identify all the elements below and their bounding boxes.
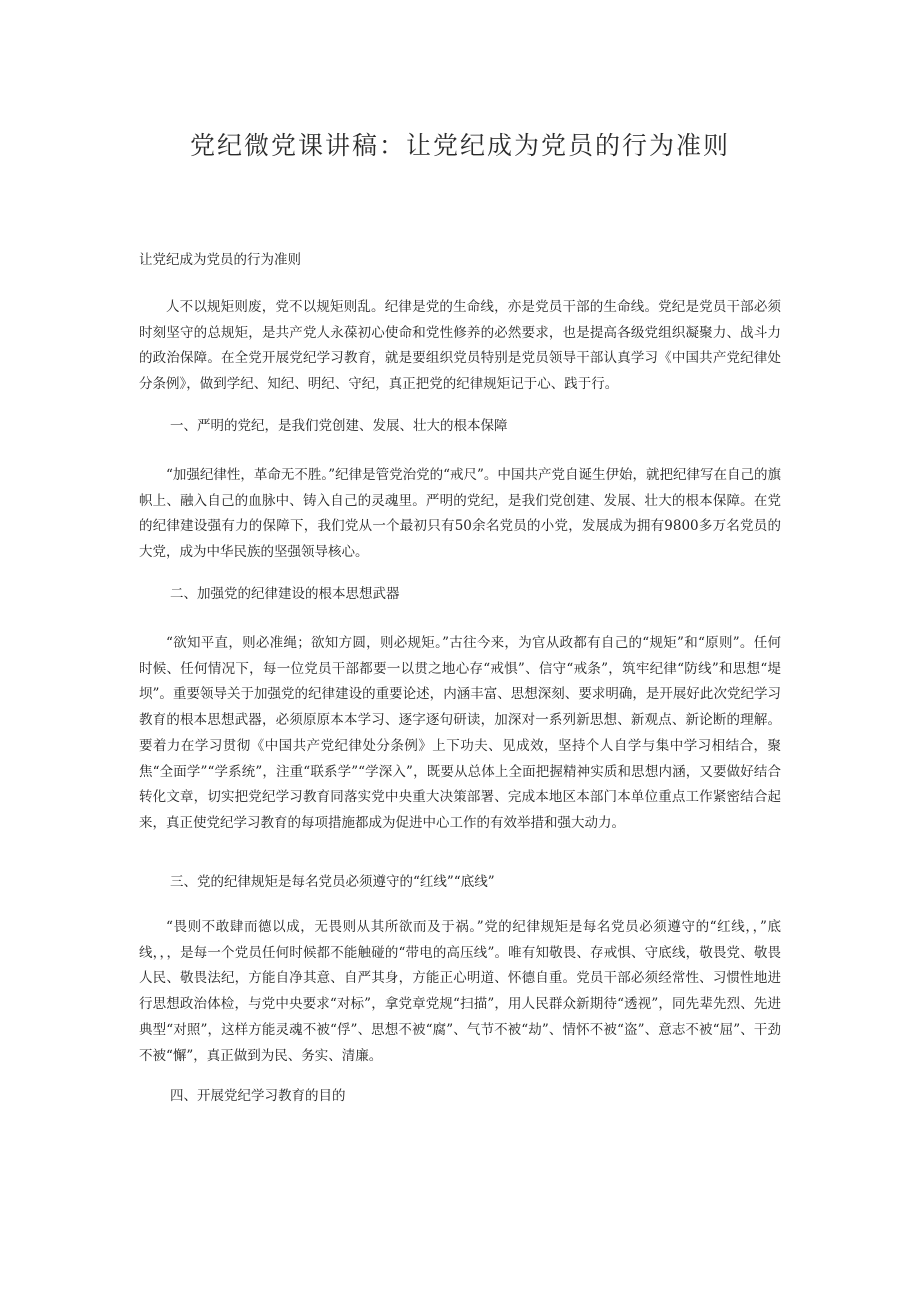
section-1-heading: 一、严明的党纪，是我们党创建、发展、壮大的根本保障 — [170, 418, 508, 434]
section-2-body: “欲知平直，则必准绳；欲知方圆，则必规矩。”古往今来，为官从政都有自己的“规矩”和“原则”。任何时候、任何情况下，每一位党员干部都要一以贯之地心存“戒惧”、信守“戒条”，筑牢纪律“防线”和思想“堤坝”。重要领导关于加强党的纪律建设的重要论述，内涵丰富、思想深刻、要求明确，是开展好此次党纪学习教育的根本思想武器，必须原原本本学习、逐字逐句研读，加深对一系列新思想、新观点、新论断的理解。要着力在学习贯彻《中国共产党纪律处分条例》上下功夫、见成效，坚持个人自学与集中学习相结合，聚焦“全面学”“学系统”，注重“联系学”“学深入”，既要从总体上全面把握精神实质和思想内涵，又要做好结合转化文章，切实把党纪学习教育同落实党中央重大决策部署、完成本地区本部门本单位重点工作紧密结合起来，真正使党纪学习教育的每项措施都成为促进中心工作的有效举措和强大动力。 — [139, 635, 781, 831]
section-2-heading: 二、加强党的纪律建设的根本思想武器 — [170, 586, 400, 602]
section-3-heading: 三、党的纪律规矩是每名党员必须遵守的“红线”“底线” — [170, 874, 495, 890]
intro-paragraph: 人不以规矩则废，党不以规矩则乱。纪律是党的生命线，亦是党员干部的生命线。党纪是党员干部必须时刻坚守的总规矩，是共产党人永葆初心使命和党性修养的必然要求，也是提高各级党组织凝聚力、战斗力的政治保障。在全党开展党纪学习教育，就是要组织党员特别是党员领导干部认真学习《中国共产党纪律处分条例》，做到学纪、知纪、明纪、守纪，真正把党的纪律规矩记于心、践于行。 — [139, 299, 781, 393]
section-1-body: “加强纪律性，革命无不胜。”纪律是管党治党的“戒尺”。中国共产党自诞生伊始，就把纪律写在自己的旗帜上、融入自己的血脉中、铸入自己的灵魂里。严明的党纪，是我们党创建、发展、壮大的根本保障。在党的纪律建设强有力的保障下，我们党从一个最初只有50余名党员的小党，发展成为拥有9800多万名党员的大党，成为中华民族的坚强领导核心。 — [139, 467, 781, 561]
section-4-heading: 四、开展党纪学习教育的目的 — [170, 1088, 346, 1104]
document-subtitle: 让党纪成为党员的行为准则 — [139, 252, 301, 268]
document-title: 党纪微党课讲稿：让党纪成为党员的行为准则 — [189, 131, 730, 160]
section-3-body: “畏则不敢肆而德以成，无畏则从其所欲而及于祸。”党的纪律规矩是每名党员必须遵守的“红线，，”底线，，，是每一个党员任何时候都不能触碰的“带电的高压线”。唯有知敬畏、存戒惧、守底线，敬畏党、敬畏人民、敬畏法纪，方能自净其意、自严其身，方能正心明道、怀德自重。党员干部必须经常性、习惯性地进行思想政治体检，与党中央要求“对标”，拿党章党规“扫描”，用人民群众新期待“透视”，同先辈先烈、先进典型“对照”，这样方能灵魂不被“俘”、思想不被“腐”、气节不被“劫”、情怀不被“盗”、意志不被“屈”、干劲不被“懈”，真正做到为民、务实、清廉。 — [139, 919, 781, 1064]
